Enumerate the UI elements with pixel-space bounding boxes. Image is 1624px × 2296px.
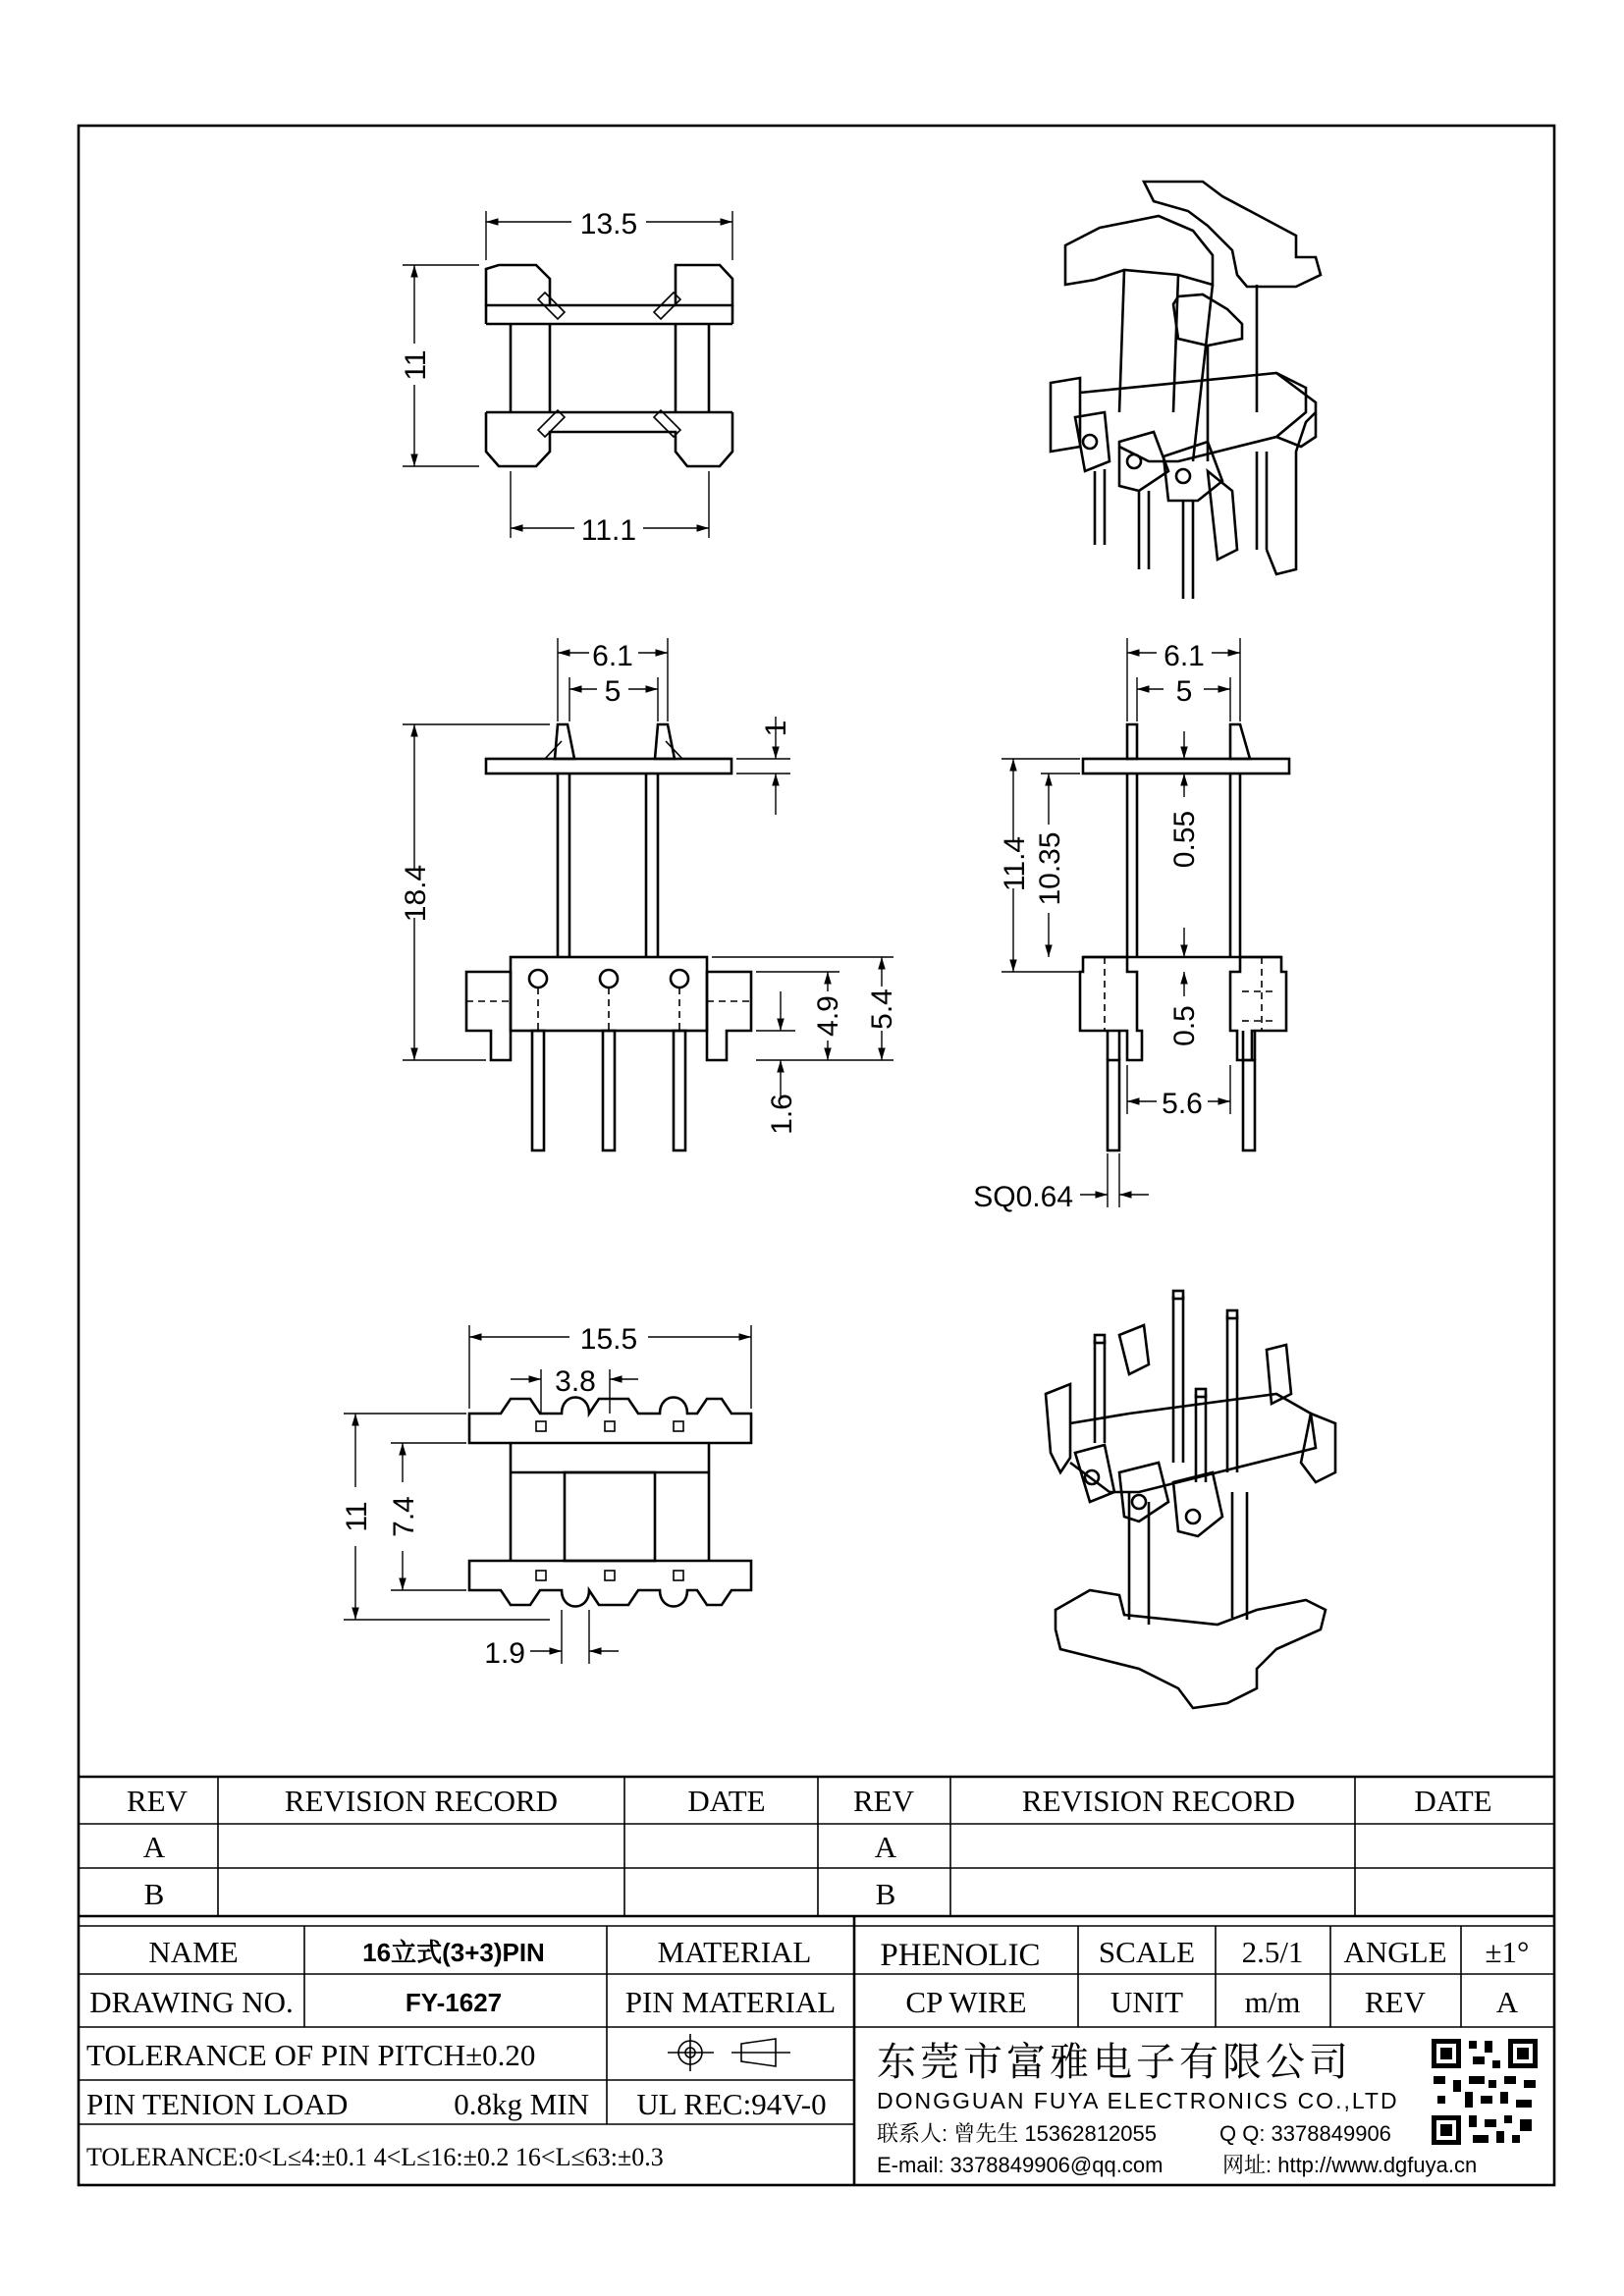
date-header-2: DATE — [1414, 1784, 1492, 1818]
dim-side-h2: 10.35 — [1034, 831, 1066, 906]
tolerance-line: TOLERANCE:0<L≤4:±0.1 4<L≤16:±0.2 16<L≤63:±0.3 — [86, 2143, 664, 2171]
revision-table — [79, 1777, 1554, 1916]
ul-rec: UL REC:94V-0 — [636, 2087, 827, 2121]
dim-front-inner: 5 — [604, 675, 622, 708]
angle-label: ANGLE — [1343, 1935, 1447, 1969]
scale-value: 2.5/1 — [1241, 1935, 1304, 1969]
company-website: 网址: http://www.dgfuya.cn — [1222, 2153, 1478, 2177]
company-name-cn: 东莞市富雅电子有限公司 — [877, 2041, 1352, 2084]
scale-label: SCALE — [1098, 1935, 1196, 1969]
rev-row-b-left: B — [143, 1877, 165, 1911]
drawing-no-label: DRAWING NO. — [89, 1985, 294, 2019]
name-label: NAME — [148, 1935, 239, 1969]
sheet-border — [79, 126, 1554, 2185]
pin-material-value: CP WIRE — [905, 1985, 1027, 2019]
iso-view-bottom — [1046, 1291, 1335, 1708]
dim-side-h1: 11.4 — [999, 835, 1031, 892]
dim-side-outer: 6.1 — [1164, 640, 1205, 672]
top-view — [400, 208, 732, 547]
dim-front-outer: 6.1 — [592, 640, 633, 672]
pin-tension-value: 0.8kg MIN — [454, 2087, 589, 2121]
dim-bottom-height: 11 — [341, 1501, 373, 1532]
qr-code — [1430, 2037, 1540, 2147]
side-view — [973, 638, 1289, 1213]
bottom-view — [341, 1323, 751, 1670]
company-email: E-mail: 3378849906@qq.com — [877, 2153, 1164, 2177]
unit-label: UNIT — [1110, 1985, 1184, 2019]
pin-material-label: PIN MATERIAL — [624, 1985, 837, 2019]
rev-header-2: REV — [853, 1784, 914, 1818]
dim-side-gap-top: 0.55 — [1168, 810, 1201, 869]
dim-pin-square: SQ0.64 — [973, 1181, 1073, 1213]
rev-row-a-left: A — [142, 1830, 166, 1864]
dim-front-height: 18.4 — [400, 864, 432, 923]
revision-record-header-2: REVISION RECORD — [1021, 1784, 1296, 1818]
dim-front-base: 5.4 — [866, 988, 898, 1030]
dim-front-pin: 1.6 — [766, 1094, 798, 1135]
rev-row-a-right: A — [874, 1830, 897, 1864]
rev-value: A — [1495, 1985, 1519, 2019]
unit-value: m/m — [1244, 1985, 1301, 2019]
revision-record-header-1: REVISION RECORD — [284, 1784, 559, 1818]
title-block — [79, 1916, 1554, 2185]
company-qq: Q Q: 3378849906 — [1219, 2121, 1391, 2146]
first-angle-projection-symbol — [668, 2034, 790, 2071]
name-value: 16立式(3+3)PIN — [362, 1938, 545, 1967]
dim-bottom-pitch: 3.8 — [555, 1365, 596, 1398]
iso-view-top — [1051, 182, 1321, 599]
dim-side-inner: 5 — [1175, 675, 1193, 708]
material-label: MATERIAL — [657, 1935, 812, 1969]
pitch-tolerance: TOLERANCE OF PIN PITCH±0.20 — [86, 2038, 536, 2072]
dim-front-base-inner: 4.9 — [812, 995, 844, 1037]
angle-value: ±1° — [1485, 1935, 1530, 1969]
drawing-no-value: FY-1627 — [405, 1988, 503, 2017]
dim-bottom-inner: 7.4 — [388, 1496, 420, 1537]
rev-row-b-right: B — [875, 1877, 896, 1911]
company-contact: 联系人: 曾先生 15362812055 — [877, 2121, 1157, 2146]
dim-bottom-width: 15.5 — [579, 1323, 638, 1356]
material-value: PHENOLIC — [880, 1938, 1041, 1973]
rev-label: REV — [1365, 1985, 1426, 2019]
dim-top-height: 11 — [400, 349, 432, 381]
front-view — [400, 638, 898, 1150]
dim-bottom-offset: 1.9 — [484, 1637, 525, 1670]
company-name-en: DONGGUAN FUYA ELECTRONICS CO.,LTD — [877, 2088, 1399, 2113]
pin-tension-label: PIN TENION LOAD — [86, 2087, 349, 2121]
dim-top-inner: 11.1 — [580, 514, 637, 547]
dim-top-width: 13.5 — [579, 208, 638, 240]
dim-side-pin-span: 5.6 — [1162, 1088, 1203, 1120]
dim-side-gap-bottom: 0.5 — [1168, 1005, 1201, 1046]
rev-header-1: REV — [127, 1784, 188, 1818]
date-header-1: DATE — [687, 1784, 766, 1818]
dim-front-flange: 1 — [760, 720, 792, 737]
